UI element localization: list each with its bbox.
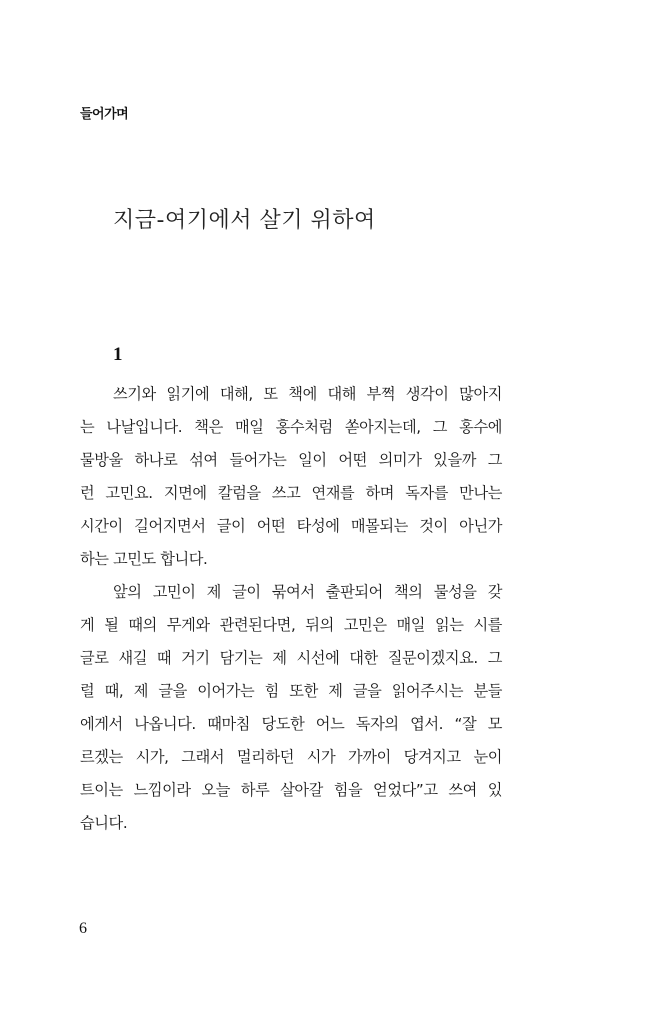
text-line: 습니다. [80, 814, 128, 832]
text-line: 게 될 때의 무게와 관련된다면, 뒤의 고민은 매일 읽는 시를 [80, 616, 502, 634]
body-text [80, 378, 502, 840]
text-line: 에게서 나옵니다. 때마침 당도한 어느 독자의 엽서. “잘 모 [80, 715, 502, 733]
text-line: 하는 고민도 합니다. [80, 550, 208, 568]
text-line: 물방울 하나로 섞여 들어가는 일이 어떤 의미가 있을까 그 [80, 451, 502, 469]
text-line: 트이는 느낌이라 오늘 하루 살아갈 힘을 얻었다”고 쓰여 있 [80, 781, 502, 799]
text-line: 럴 때, 제 글을 이어가는 힘 또한 제 글을 읽어주시는 분들 [80, 682, 502, 700]
text-line: 쓰기와 읽기에 대해, 또 책에 대해 부쩍 생각이 많아지 [113, 385, 502, 403]
running-head: 들어가며 [80, 107, 129, 122]
page-number: 6 [79, 920, 87, 937]
section-number: 1 [113, 344, 123, 365]
text-line: 글로 새길 때 거기 담기는 제 시선에 대한 질문이겠지요. 그 [80, 649, 502, 667]
text-line: 앞의 고민이 제 글이 묶여서 출판되어 책의 물성을 갖 [113, 583, 502, 601]
paragraph-2 [80, 576, 502, 840]
text-line: 런 고민요. 지면에 칼럼을 쓰고 연재를 하며 독자를 만나는 [80, 484, 502, 502]
text-line: 시간이 길어지면서 글이 어떤 타성에 매몰되는 것이 아닌가 [80, 517, 502, 535]
chapter-title: 지금-여기에서 살기 위하여 [113, 208, 376, 233]
text-line: 는 나날입니다. 책은 매일 홍수처럼 쏟아지는데, 그 홍수에 [80, 418, 502, 436]
text-line: 르겠는 시가, 그래서 멀리하던 시가 가까이 당겨지고 눈이 [80, 748, 502, 766]
paragraph-1 [80, 378, 502, 576]
